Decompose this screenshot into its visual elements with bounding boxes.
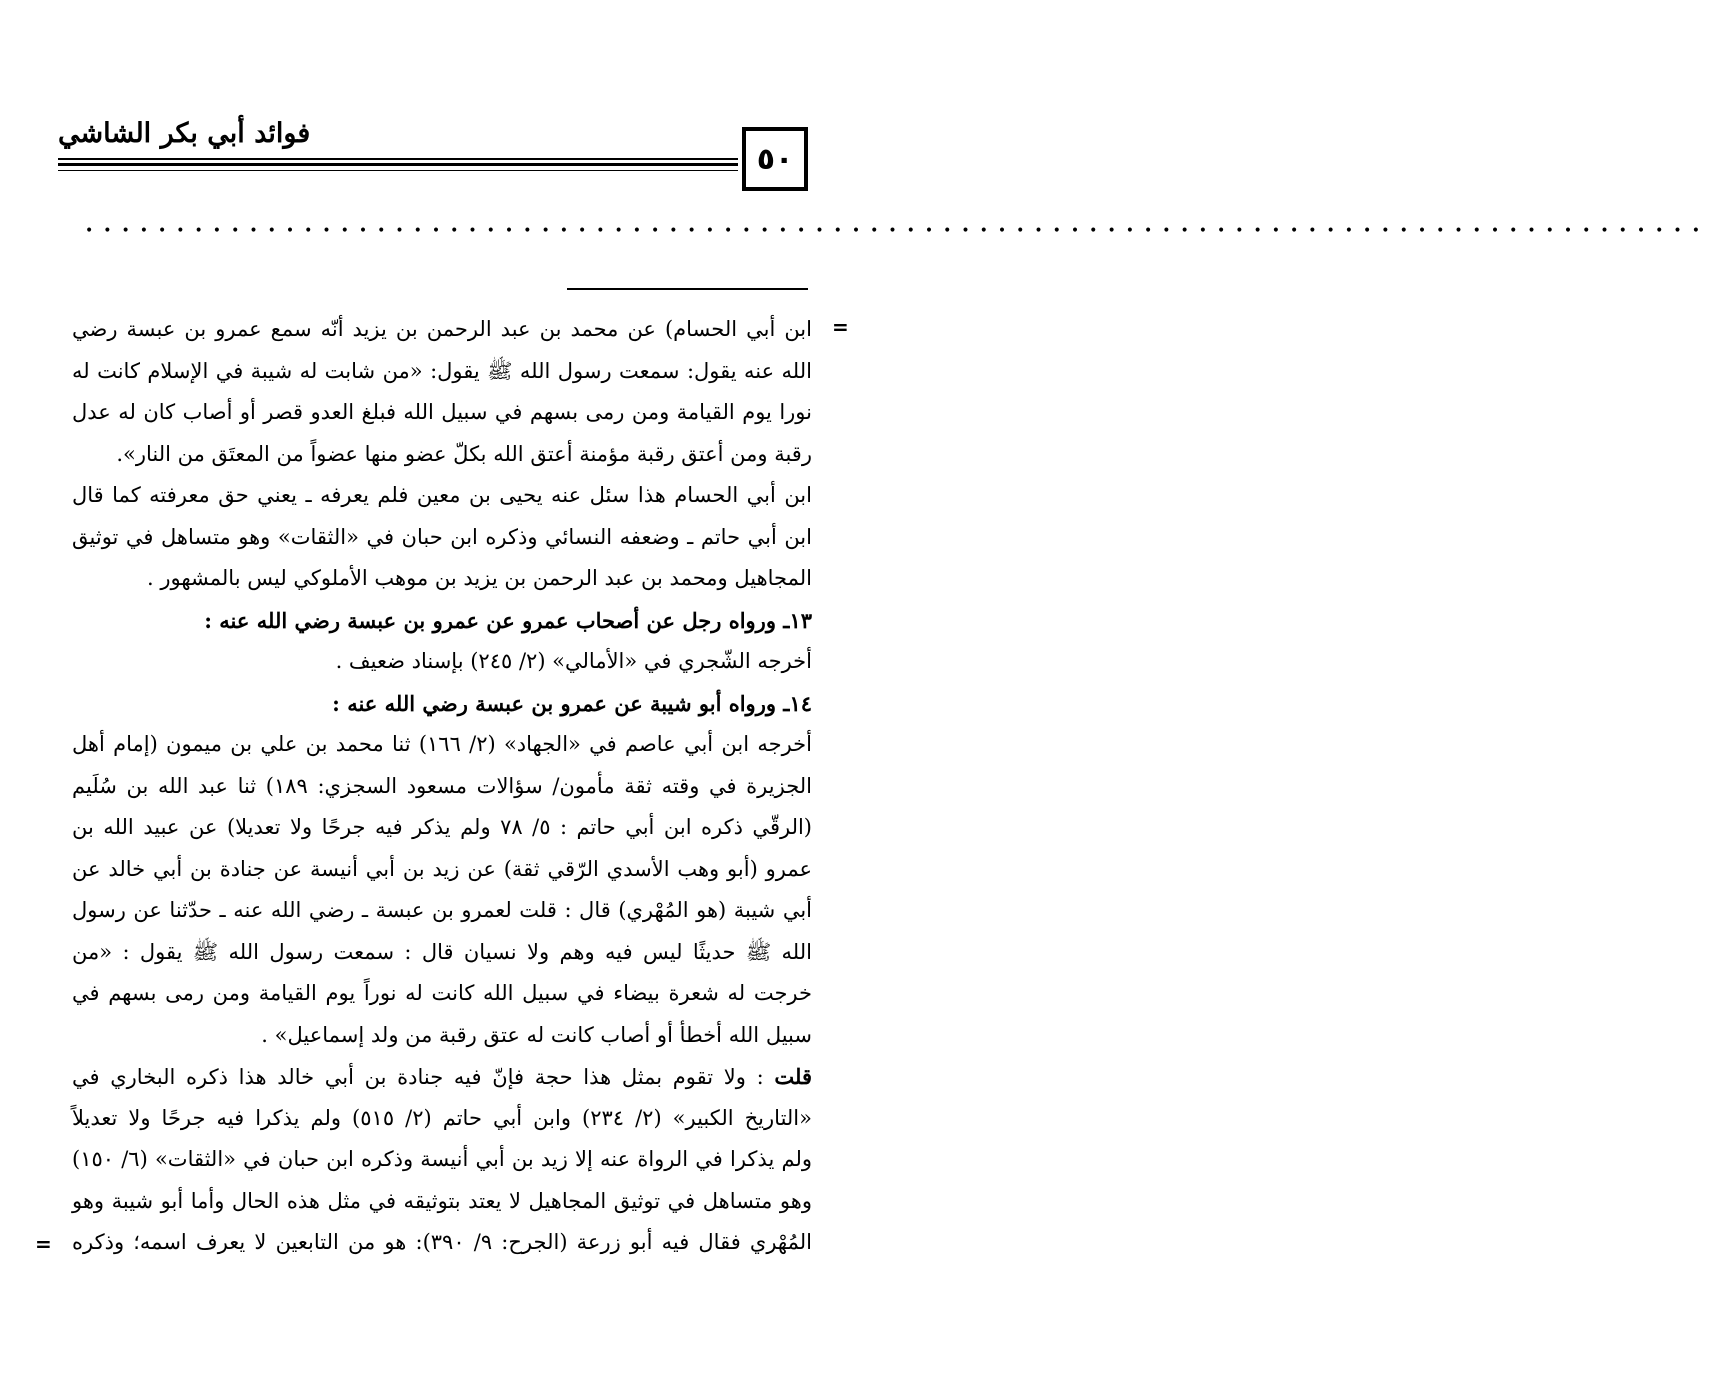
line-text: أبي شيبة (هو المُهْري) قال : قلت لعمرو بن عبسة ـ رضي الله عنه ـ حدّثنا عن رسول (72, 898, 812, 922)
line-text: : ولا تقوم بمثل هذا حجة فإنّ فيه جنادة بن أبي خالد هذا ذكره البخاري في (72, 1065, 775, 1089)
line-text: ١٣ـ ورواه رجل عن أصحاب عمرو عن عمرو بن عبسة رضي الله عنه : (204, 607, 812, 633)
line-text: المجاهيل ومحمد بن عبد الرحمن بن يزيد بن موهب الأملوكي ليس بالمشهور . (147, 566, 812, 590)
line-text: ابن أبي حاتم ـ وضعفه النسائي وذكره ابن حبان في «الثقات» وهو متساهل في توثيق (72, 524, 812, 549)
dotted-separator: ••••••••••••••••••••••••••••••••••••••••••••••••••••••••••••••••••••••••••••••••••••••••• (85, 223, 1710, 239)
text-line (72, 766, 812, 808)
page-number: ٥٠ (742, 127, 808, 191)
line-text: الله ﷺ حديثًا ليس فيه وهم ولا نسيان قال : سمعت رسول الله ﷺ يقول : «من (72, 939, 812, 964)
line-text: (الرقّي ذكره ابن أبي حاتم : ٥/ ٧٨ ولم يذكر فيه جرحًا ولا تعديلا) عن عبيد الله بن (72, 815, 812, 839)
text-line (72, 724, 812, 766)
text-line (72, 309, 812, 351)
line-text: ولم يذكرا في الرواة عنه إلا زيد بن أبي أنيسة وذكره ابن حبان في «الثقات» (٦/ ١٥٠) (72, 1147, 812, 1171)
text-line (72, 1222, 812, 1264)
line-text: ١٤ـ ورواه أبو شيبة عن عمرو بن عبسة رضي الله عنه : (332, 690, 812, 716)
text-line (72, 558, 812, 600)
section-heading (72, 600, 812, 642)
text-line (72, 351, 812, 393)
line-text: عمرو (أبو وهب الأسدي الرّقي ثقة) عن زيد بن أبي أنيسة عن جنادة بن أبي خالد عن (72, 856, 812, 881)
line-text: الجزيرة في وقته ثقة مأمون/ سؤالات مسعود السجزي: ١٨٩) ثنا عبد الله بن سُلَيم (72, 773, 812, 798)
line-text: «التاريخ الكبير» (٢/ ٢٣٤) وابن أبي حاتم (٢/ ٥١٥) ولم يذكرا فيه جرحًا ولا تعديلاً (72, 1105, 812, 1130)
line-text: أخرجه الشّجري في «الأمالي» (٢/ ٢٤٥) بإسناد ضعيف . (335, 649, 812, 673)
footnote-rule (567, 288, 808, 290)
running-title: فوائد أبي بكر الشاشي (58, 118, 311, 149)
text-line (72, 475, 812, 517)
text-line (72, 1181, 812, 1223)
header-rule (58, 170, 738, 171)
continuation-mark-bottom: = (35, 1232, 52, 1256)
line-text: نورا يوم القيامة ومن رمى بسهم في سبيل الله فبلغ العدو قصر أو أصاب كان له عدل (72, 400, 812, 424)
line-text: رقبة ومن أعتق رقبة مؤمنة أعتق الله بكلّ عضو منها عضواً من المعتَق من النار». (116, 441, 812, 466)
text-line (72, 1015, 812, 1057)
lead-word: قلت (774, 1064, 812, 1089)
line-text: وهو متساهل في توثيق المجاهيل لا يعتد بتوثيقه في مثل هذه الحال وأما أبو شيبة وهو (72, 1188, 812, 1213)
header-rule (58, 163, 738, 166)
text-line (72, 641, 812, 683)
text-line (72, 434, 812, 476)
line-text: ابن أبي الحسام هذا سئل عنه يحيى بن معين فلم يعرفه ـ يعني حق معرفته كما قال (72, 483, 812, 507)
line-text: أخرجه ابن أبي عاصم في «الجهاد» (٢/ ١٦٦) ثنا محمد بن علي بن ميمون (إمام أهل (72, 732, 812, 756)
text-line (72, 392, 812, 434)
section-heading (72, 683, 812, 725)
text-line (72, 973, 812, 1015)
footnote-body (72, 309, 812, 1264)
line-text: خرجت له شعرة بيضاء في سبيل الله كانت له نوراً يوم القيامة ومن رمى بسهم في (72, 981, 812, 1005)
text-line (72, 807, 812, 849)
header-rule (58, 158, 738, 160)
text-line (72, 1098, 812, 1140)
text-line (72, 932, 812, 974)
line-text: الله عنه يقول: سمعت رسول الله ﷺ يقول: «من شابت له شيبة في الإسلام كانت له (72, 358, 812, 383)
line-text: سبيل الله أخطأ أو أصاب كانت له عتق رقبة من ولد إسماعيل» . (261, 1022, 812, 1047)
text-line (72, 1139, 812, 1181)
line-text: ابن أبي الحسام) عن محمد بن عبد الرحمن بن يزيد أنّه سمع عمرو بن عبسة رضي (72, 317, 812, 341)
continuation-mark-top: = (832, 315, 849, 339)
text-line (72, 849, 812, 891)
text-line (72, 1056, 812, 1098)
line-text: المُهْري فقال فيه أبو زرعة (الجرح: ٩/ ٣٩٠): هو من التابعين لا يعرف اسمه؛ وذكره (72, 1230, 812, 1254)
text-line (72, 890, 812, 932)
text-line (72, 517, 812, 559)
